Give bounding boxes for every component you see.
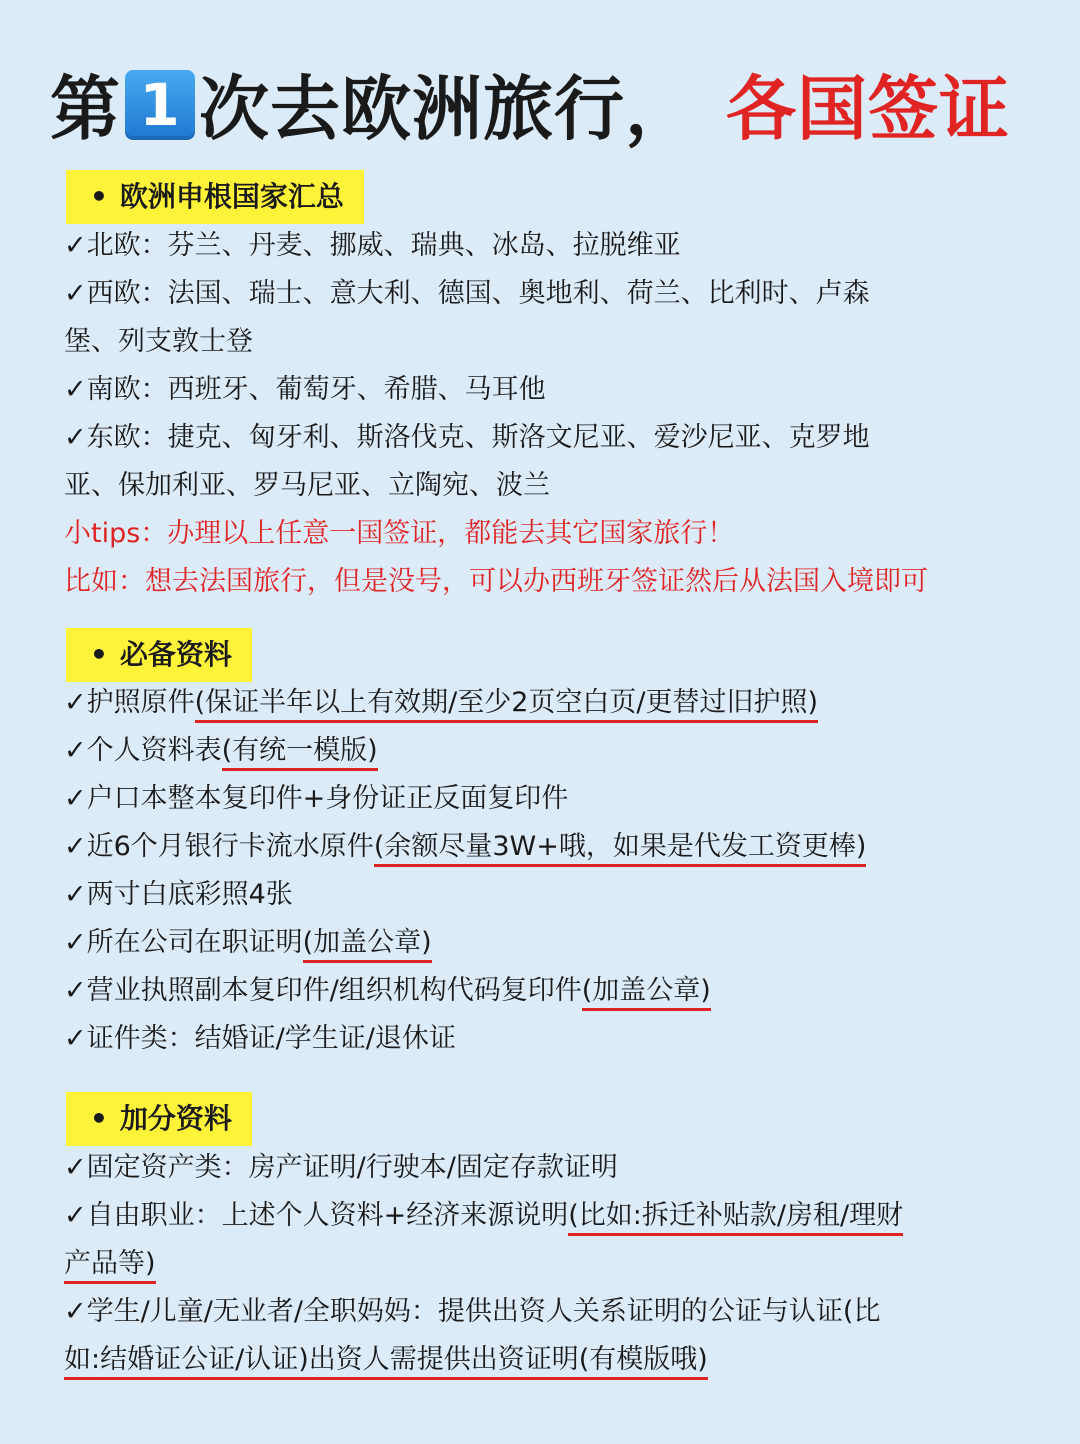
list-item: 堡、列支敦士登 xyxy=(64,326,253,357)
list-item-continued: 产品等) xyxy=(64,1240,156,1288)
section-heading-bonus: • 加分资料 xyxy=(66,1092,252,1146)
list-item: ✓个人资料表(有统一模版) xyxy=(64,727,378,775)
list-item: ✓证件类：结婚证/学生证/退休证 xyxy=(64,1023,456,1054)
list-item-continued: 如:结婚证公证/认证)出资人需提供出资证明(有模版哦) xyxy=(64,1336,708,1384)
list-item: ✓近6个月银行卡流水原件(余额尽量3W+哦，如果是代发工资更棒) xyxy=(64,823,866,871)
section-heading-required: • 必备资料 xyxy=(66,628,252,682)
bullet-icon: • xyxy=(90,1102,108,1135)
list-item: ✓北欧：芬兰、丹麦、挪威、瑞典、冰岛、拉脱维亚 xyxy=(64,230,681,261)
section-heading-schengen: • 欧洲申根国家汇总 xyxy=(66,170,364,224)
list-item: ✓学生/儿童/无业者/全职妈妈：提供出资人关系证明的公证与认证(比 xyxy=(64,1296,881,1327)
title-highlight: 各国签证 xyxy=(726,68,1010,150)
bullet-icon: • xyxy=(90,180,108,213)
list-item: ✓护照原件(保证半年以上有效期/至少2页空白页/更替过旧护照) xyxy=(64,679,818,727)
list-item: ✓自由职业：上述个人资料+经济来源说明(比如:拆迁补贴款/房租/理财 xyxy=(64,1192,903,1240)
tip-line: 比如：想去法国旅行，但是没号，可以办西班牙签证然后从法国入境即可 xyxy=(64,566,928,597)
list-item: ✓营业执照副本复印件/组织机构代码复印件(加盖公章) xyxy=(64,967,711,1015)
list-item: ✓西欧：法国、瑞士、意大利、德国、奥地利、荷兰、比利时、卢森 xyxy=(64,278,870,309)
list-item: 亚、保加利亚、罗马尼亚、立陶宛、波兰 xyxy=(64,470,550,501)
list-item: ✓东欧：捷克、匈牙利、斯洛伐克、斯洛文尼亚、爱沙尼亚、克罗地 xyxy=(64,422,870,453)
number-badge: 1 xyxy=(125,70,195,140)
list-item: ✓户口本整本复印件+身份证正反面复印件 xyxy=(64,783,569,814)
list-item: ✓南欧：西班牙、葡萄牙、希腊、马耳他 xyxy=(64,374,546,405)
list-item: ✓两寸白底彩照4张 xyxy=(64,879,293,910)
bullet-icon: • xyxy=(90,638,108,671)
tip-line: 小tips：办理以上任意一国签证，都能去其它国家旅行！ xyxy=(64,518,735,549)
page-title: 第 1 次去欧洲旅行， 各国签证 xyxy=(50,68,1010,150)
list-item: ✓所在公司在职证明(加盖公章) xyxy=(64,919,432,967)
list-item: ✓固定资产类：房产证明/行驶本/固定存款证明 xyxy=(64,1152,618,1183)
